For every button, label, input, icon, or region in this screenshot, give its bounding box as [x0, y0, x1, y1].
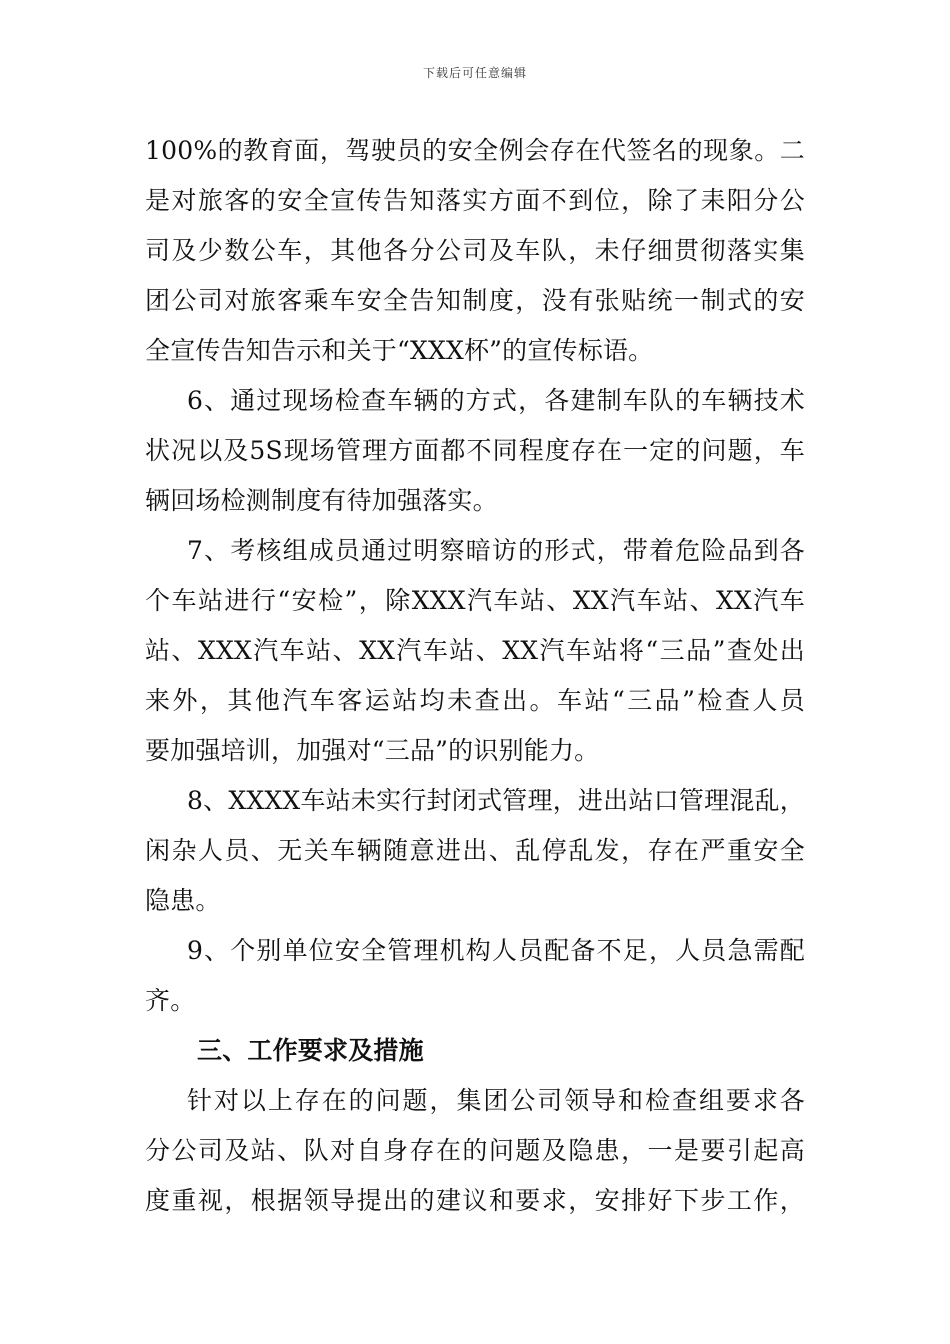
document-body — [145, 126, 805, 1226]
paragraph-line: 闲杂人员、无关车辆随意进出、乱停乱发，存在严重安全 — [145, 836, 805, 865]
paragraph-line: 个车站进行“安检”，除XXX汽车站、XX汽车站、XX汽车 — [145, 586, 805, 615]
paragraph-line: 状况以及5S现场管理方面都不同程度存在一定的问题，车 — [145, 436, 805, 465]
paragraph-line: 8、XXXX车站未实行封闭式管理，进出站口管理混乱， — [187, 786, 805, 815]
paragraph-line: 度重视，根据领导提出的建议和要求，安排好下步工作， — [145, 1186, 805, 1215]
paragraph-line: 隐患。 — [145, 886, 221, 915]
paragraph-line: 6、通过现场检查车辆的方式，各建制车队的车辆技术 — [187, 386, 805, 415]
paragraph-line: 9、个别单位安全管理机构人员配备不足，人员急需配 — [187, 936, 805, 965]
section-heading: 三、工作要求及措施 — [197, 1036, 424, 1065]
paragraph-line: 要加强培训，加强对“三品”的识别能力。 — [145, 736, 600, 765]
paragraph-line: 100%的教育面，驾驶员的安全例会存在代签名的现象。二 — [145, 136, 805, 165]
paragraph-line: 齐。 — [145, 986, 196, 1015]
paragraph-line: 7、考核组成员通过明察暗访的形式，带着危险品到各 — [187, 536, 805, 565]
paragraph-line: 全宣传告知告示和关于“XXX杯”的宣传标语。 — [145, 336, 654, 365]
page-header: 下载后可任意编辑 — [422, 66, 527, 80]
paragraph-line: 分公司及站、队对自身存在的问题及隐患，一是要引起高 — [145, 1136, 805, 1165]
paragraph-line: 来外，其他汽车客运站均未查出。车站“三品”检查人员 — [145, 686, 805, 715]
paragraph-line: 站、XXX汽车站、XX汽车站、XX汽车站将“三品”查处出 — [145, 636, 805, 665]
paragraph-line: 辆回场检测制度有待加强落实。 — [145, 486, 498, 515]
paragraph-line: 司及少数公车，其他各分公司及车队，未仔细贯彻落实集 — [145, 236, 805, 265]
paragraph-line: 团公司对旅客乘车安全告知制度，没有张贴统一制式的安 — [145, 286, 805, 315]
paragraph-line: 针对以上存在的问题，集团公司领导和检查组要求各 — [187, 1086, 805, 1115]
paragraph-line: 是对旅客的安全宣传告知落实方面不到位，除了耒阳分公 — [145, 186, 805, 215]
